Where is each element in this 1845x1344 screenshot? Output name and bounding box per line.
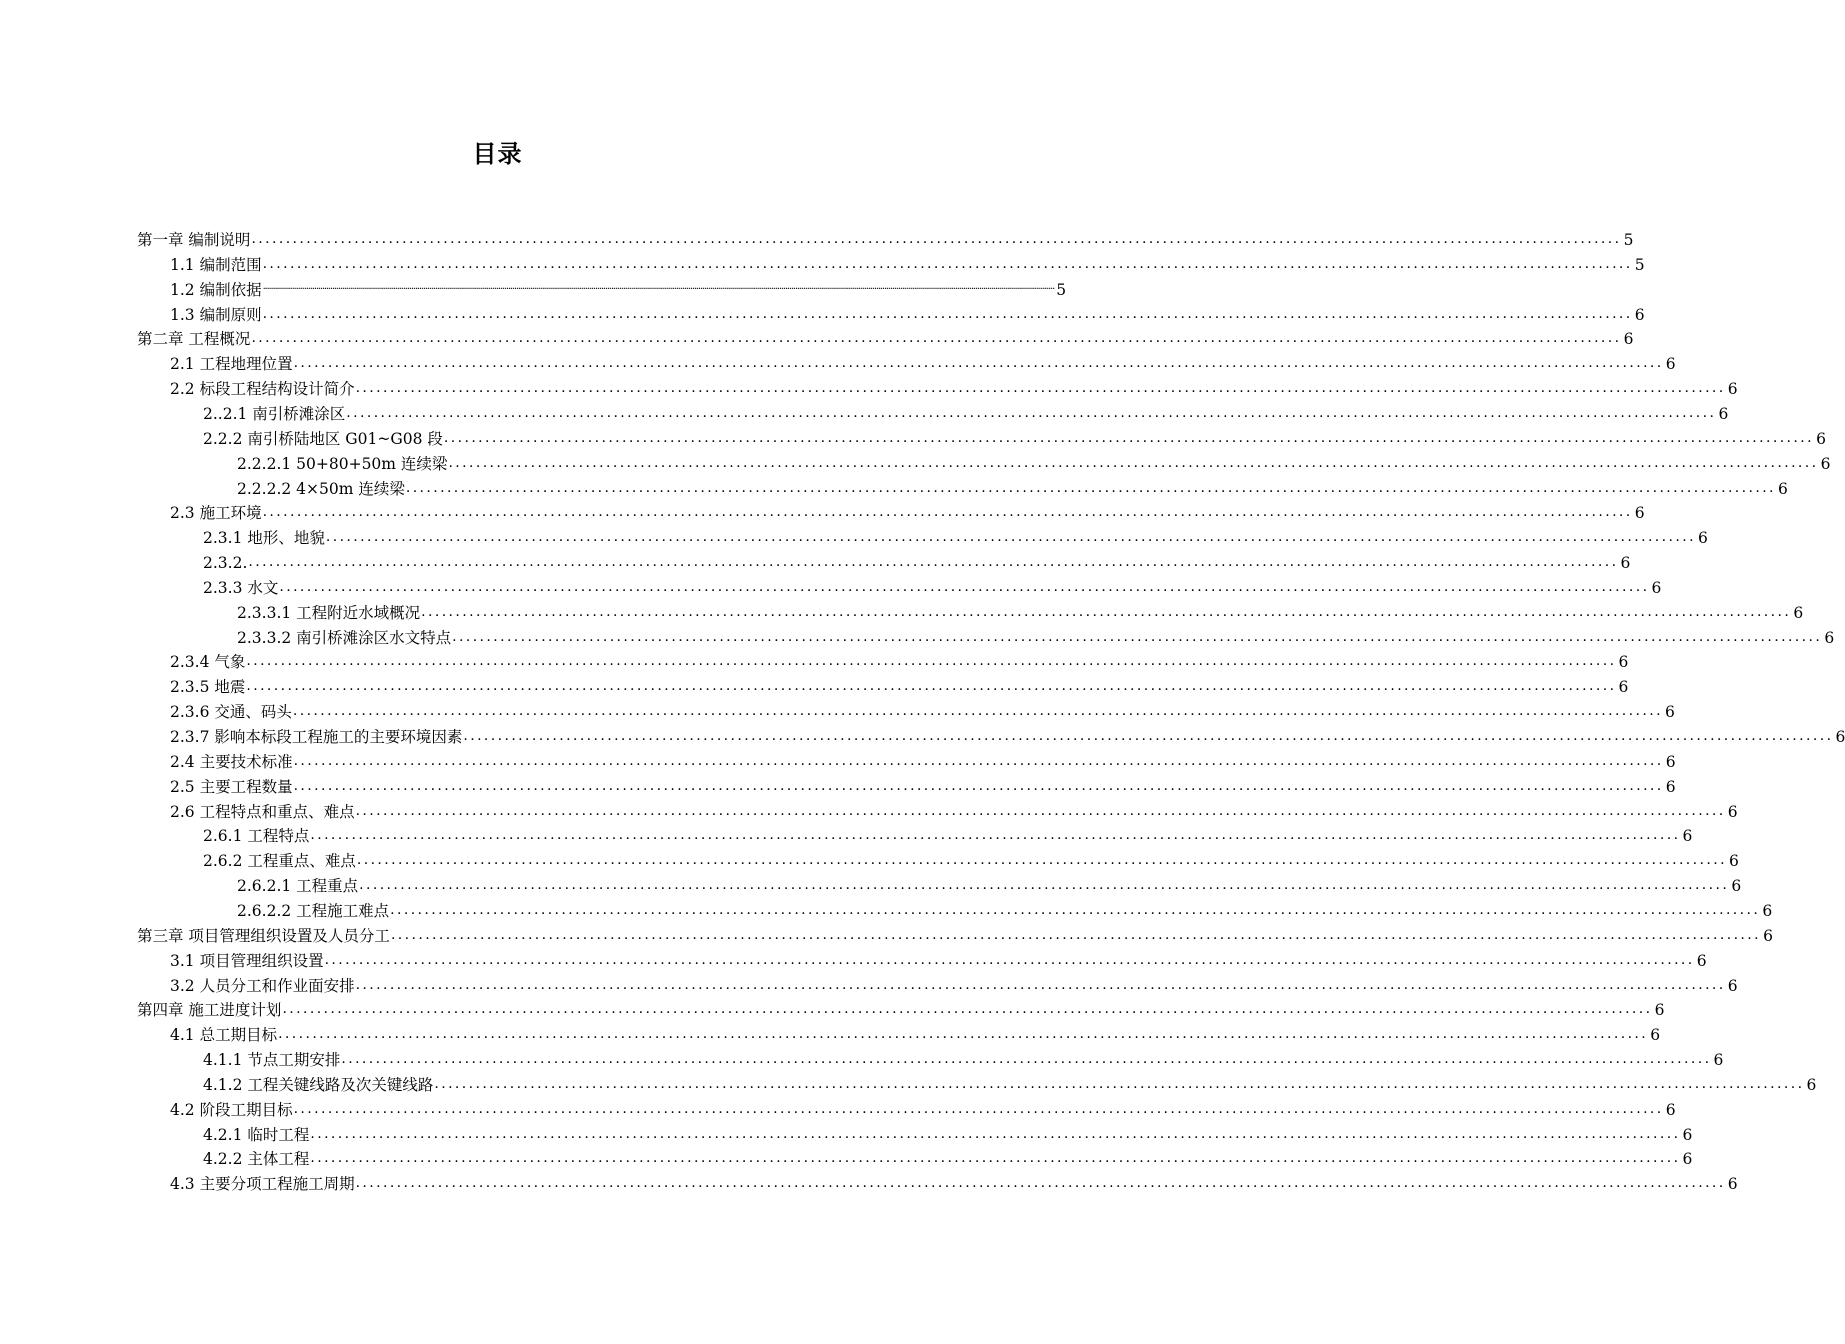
toc-entry[interactable]	[237, 452, 1831, 474]
toc-page-number: 5	[1623, 231, 1634, 249]
toc-entry[interactable]	[137, 998, 1665, 1020]
toc-dot-leader: ........................................................................................................................................................................................................	[293, 355, 1664, 372]
toc-dot-leader: ........................................................................................................................................................................................................	[324, 951, 1695, 968]
toc-entry[interactable]	[170, 675, 1629, 697]
toc-dot-leader: ........................................................................................................................................................................................................	[292, 703, 1663, 720]
toc-page-number: 6	[1618, 678, 1629, 697]
toc-page-number: 6	[1816, 429, 1826, 448]
toc-entry-title: 2.3.3 水文	[203, 578, 279, 597]
toc-entry-title: 1.1 编制范围	[170, 255, 262, 274]
toc-page-number: 6	[1696, 951, 1707, 970]
toc-entry-title: 2.2.2 南引桥陆地区 G01~G08 段	[203, 429, 443, 448]
toc-entry-title: 2.3.2.	[203, 554, 248, 573]
toc-page-number: 5	[1056, 280, 1067, 299]
toc-entry[interactable]	[137, 924, 1773, 946]
toc-entry-title: 4.3 主要分项工程施工周期	[170, 1175, 355, 1194]
toc-dot-leader: ........................................................................................................................................................................................................	[355, 976, 1726, 993]
toc-page-number: 6	[1665, 1100, 1676, 1119]
toc-entry-title: 2.6.2.1 工程重点	[237, 877, 359, 896]
toc-entry[interactable]	[170, 501, 1645, 523]
toc-entry-title: 第一章 编制说明	[137, 231, 251, 249]
toc-page-number: 6	[1806, 1075, 1817, 1094]
toc-page-number: 6	[1665, 777, 1676, 796]
toc-entry-title: 第三章 项目管理组织设置及人员分工	[137, 926, 390, 945]
toc-entry-title: 第二章 工程概况	[137, 330, 251, 349]
toc-dot-leader: ........................................................................................................................................................................................................	[251, 330, 1622, 347]
toc-dot-leader: ........................................................................................................................................................................................................	[421, 603, 1792, 620]
toc-dot-leader: ........................................................................................................................................................................................................	[279, 578, 1650, 595]
toc-dot-leader: ........................................................................................................................................................................................................	[341, 1051, 1712, 1068]
toc-page-number: 5	[1634, 255, 1645, 274]
toc-entry-title: 2.6.2 工程重点、难点	[203, 852, 356, 871]
toc-entry[interactable]	[203, 427, 1826, 449]
toc-page-number: 6	[1727, 1175, 1738, 1194]
toc-entry-title: 1.3 编制原则	[170, 305, 262, 324]
toc-dot-leader: ........................................................................................................................................................................................................	[293, 1100, 1664, 1117]
toc-page-number: 6	[1820, 454, 1831, 473]
toc-dot-leader: ........................................................................................................................................................................................................	[293, 777, 1664, 794]
toc-entry-title: 4.1 总工期目标	[170, 1026, 278, 1045]
toc-entry[interactable]	[237, 899, 1773, 921]
toc-entry-title: 3.1 项目管理组织设置	[170, 951, 324, 970]
toc-page-number: 6	[1763, 926, 1773, 945]
page-title: 目录	[472, 140, 523, 168]
toc-page-number: 6	[1731, 877, 1742, 896]
toc-entry[interactable]	[203, 402, 1729, 424]
toc-page-number: 6	[1654, 1001, 1665, 1020]
toc-entry-title: 4.2.2 主体工程	[203, 1150, 310, 1169]
toc-entry[interactable]	[170, 750, 1676, 772]
toc-page-number: 6	[1682, 1150, 1693, 1169]
toc-entry-title: 2.6.1 工程特点	[203, 827, 310, 846]
toc-entry-title: 4.2.1 临时工程	[203, 1125, 310, 1144]
toc-entry-title: 2..2.1 南引桥滩涂区	[203, 404, 346, 423]
toc-entry[interactable]	[170, 1023, 1661, 1045]
toc-entry[interactable]	[203, 1147, 1693, 1169]
toc-page-number: 6	[1618, 653, 1629, 672]
toc-dot-leader: ........................................................................................................................................................................................................	[246, 653, 1617, 670]
toc-dot-leader: ........................................................................................................................................................................................................	[355, 380, 1726, 397]
toc-page-number: 6	[1762, 901, 1773, 920]
toc-entry-title: 2.3.4 气象	[170, 653, 246, 672]
toc-entry-title: 1.2 编制依据	[170, 280, 262, 299]
toc-page-number: 6	[1835, 728, 1845, 746]
toc-page-number: 6	[1727, 802, 1738, 821]
toc-page-number: 6	[1682, 1125, 1693, 1144]
toc-entry-title: 2.3.3.1 工程附近水域概况	[237, 603, 421, 622]
toc-dot-leader: ........................................................................................................................................................................................................	[434, 1075, 1805, 1092]
toc-entry[interactable]	[170, 1172, 1738, 1194]
toc-entry[interactable]	[170, 949, 1707, 971]
toc-dot-leader: ........................................................................................................................................................................................................	[346, 404, 1717, 421]
toc-entry-title: 2.3 施工环境	[170, 504, 262, 523]
toc-dot-leader: ........................................................................................................................................................................................................	[452, 628, 1823, 645]
toc-entry-title: 2.2 标段工程结构设计简介	[170, 380, 355, 399]
toc-entry-title: 4.1.2 工程关键线路及次关键线路	[203, 1075, 434, 1094]
toc-dot-leader: ........................................................................................................................................................................................................	[310, 827, 1681, 844]
toc-entry[interactable]	[170, 1098, 1676, 1120]
toc-entry[interactable]	[170, 650, 1629, 672]
toc-entry[interactable]	[170, 725, 1845, 747]
toc-entry-title: 2.3.6 交通、码头	[170, 703, 292, 722]
toc-entry-title: 第四章 施工进度计划	[137, 1001, 282, 1020]
toc-dot-leader: ........................................................................................................................................................................................................	[246, 678, 1617, 695]
toc-page-number: 6	[1651, 578, 1662, 597]
toc-entry[interactable]	[170, 700, 1675, 722]
toc-entry[interactable]	[170, 800, 1738, 822]
toc-page-number: 6	[1634, 305, 1645, 324]
toc-dot-leader: ........................................................................................................................................................................................................	[310, 1125, 1681, 1142]
toc-dot-leader: ........................................................................................................................................................................................................	[356, 852, 1727, 869]
toc-page-number: 6	[1698, 529, 1708, 548]
toc-entry[interactable]	[170, 775, 1676, 797]
toc-dot-leader: ........................................................................................................................................................................................................	[248, 554, 1619, 571]
toc-entry-title: 2.4 主要技术标准	[170, 752, 293, 771]
toc-page-number: 6	[1793, 603, 1804, 622]
toc-entry[interactable]	[203, 849, 1739, 871]
toc-entry-title: 2.1 工程地理位置	[170, 355, 293, 374]
toc-dot-leader: ........................................................................................................................................................................................................	[251, 231, 1622, 247]
toc-entry[interactable]	[170, 278, 1067, 300]
toc-page-number: 6	[1665, 703, 1675, 722]
toc-page-number: 6	[1682, 827, 1693, 846]
toc-dot-leader: ........................................................................................................................................................................................................	[359, 877, 1730, 894]
toc-page-number: 6	[1778, 479, 1788, 498]
toc-entry-title: 4.2 阶段工期目标	[170, 1100, 293, 1119]
toc-dot-leader: ........................................................................................................................................................................................................	[355, 802, 1726, 819]
toc-entry-title: 2.3.3.2 南引桥滩涂区水文特点	[237, 628, 452, 647]
toc-entry[interactable]	[203, 1073, 1817, 1095]
toc-entry-title: 2.5 主要工程数量	[170, 777, 293, 796]
toc-entry-title: 2.3.5 地震	[170, 678, 246, 697]
toc-dot-leader: ........................................................................................................................................................................................................	[405, 479, 1776, 496]
toc-entry[interactable]	[203, 551, 1631, 573]
toc-page-number: 6	[1713, 1051, 1724, 1070]
toc-dot-leader: ........................................................................................................................................................................................................	[355, 1175, 1726, 1192]
toc-entry-title: 2.3.1 地形、地貌	[203, 529, 325, 548]
toc-entry[interactable]	[237, 477, 1788, 499]
toc-dot-leader: ................................................................................................................................................................................................................................................................................................................................................................................................................	[262, 280, 1055, 292]
toc-entry-title: 3.2 人员分工和作业面安排	[170, 976, 355, 995]
toc-page-number: 6	[1824, 628, 1835, 647]
toc-entry[interactable]	[170, 303, 1645, 325]
toc-entry-title: 2.2.2.2 4×50m 连续梁	[237, 479, 405, 498]
toc-entry-title: 2.6 工程特点和重点、难点	[170, 802, 355, 821]
toc-page-number: 6	[1665, 355, 1676, 374]
toc-entry-title: 2.3.7 影响本标段工程施工的主要环境因素	[170, 728, 463, 746]
toc-dot-leader: ........................................................................................................................................................................................................	[278, 1026, 1649, 1043]
toc-entry-title: 2.2.2.1 50+80+50m 连续梁	[237, 454, 448, 473]
toc-dot-leader: ........................................................................................................................................................................................................	[390, 901, 1761, 918]
toc-entry[interactable]	[237, 626, 1835, 648]
toc-entry[interactable]	[170, 253, 1645, 275]
toc-dot-leader: ........................................................................................................................................................................................................	[448, 454, 1819, 471]
toc-entry[interactable]	[170, 352, 1676, 374]
toc-page-number: 6	[1650, 1026, 1661, 1045]
toc-entry-title: 2.6.2.2 工程施工难点	[237, 901, 390, 920]
toc-dot-leader: ........................................................................................................................................................................................................	[282, 1001, 1653, 1018]
toc-dot-leader: ........................................................................................................................................................................................................	[325, 529, 1696, 546]
toc-entry[interactable]	[203, 576, 1662, 598]
toc-page-number: 6	[1665, 752, 1676, 771]
toc-entry[interactable]	[237, 874, 1742, 896]
toc-dot-leader: ........................................................................................................................................................................................................	[262, 504, 1633, 521]
toc-entry[interactable]	[170, 974, 1738, 996]
toc-dot-leader: ........................................................................................................................................................................................................	[390, 926, 1761, 943]
toc-entry[interactable]	[203, 1048, 1724, 1070]
toc-dot-leader: ........................................................................................................................................................................................................	[293, 752, 1664, 769]
toc-page-number: 6	[1727, 380, 1738, 399]
toc-dot-leader: ........................................................................................................................................................................................................	[310, 1150, 1681, 1167]
toc-dot-leader: ........................................................................................................................................................................................................	[463, 728, 1834, 744]
toc-page-number: 6	[1727, 976, 1738, 995]
toc-dot-leader: ........................................................................................................................................................................................................	[262, 305, 1633, 322]
toc-entry[interactable]	[203, 526, 1708, 548]
toc-entry[interactable]	[170, 377, 1738, 399]
toc-entry-title: 4.1.1 节点工期安排	[203, 1051, 341, 1070]
toc-entry[interactable]	[137, 228, 1634, 250]
toc-page-number: 6	[1729, 852, 1739, 871]
toc-entry[interactable]	[203, 1123, 1693, 1145]
toc-entry[interactable]	[203, 824, 1693, 846]
toc-dot-leader: ........................................................................................................................................................................................................	[443, 429, 1814, 446]
toc-page-number: 6	[1623, 330, 1634, 349]
toc-entry[interactable]	[237, 601, 1804, 623]
toc-page-number: 6	[1718, 404, 1729, 423]
toc-entry[interactable]	[137, 327, 1634, 349]
toc-dot-leader: ........................................................................................................................................................................................................	[262, 255, 1633, 272]
toc-page-number: 6	[1634, 504, 1645, 523]
toc-page-number: 6	[1620, 554, 1631, 573]
